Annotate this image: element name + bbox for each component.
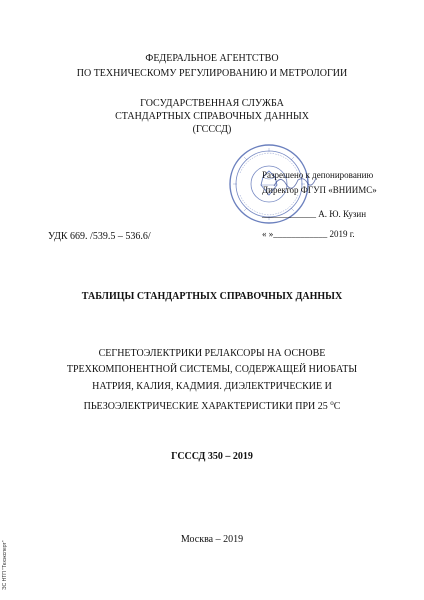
service-line-1: ГОСУДАРСТВЕННАЯ СЛУЖБА [140,98,284,109]
subject-line-4-text: ПЬЕЗОЭЛЕКТРИЧЕСКИЕ ХАРАКТЕРИСТИКИ ПРИ 25 [83,401,331,412]
side-watermark [2,520,12,590]
service-line-2: СТАНДАРТНЫХ СПРАВОЧНЫХ ДАННЫХ [115,111,309,122]
approval-line-4: « »____________ 2019 г. [262,229,355,239]
gsssd-code: ГСССД 350 – 2019 [171,451,253,462]
side-watermark-text: ЭС НТП "Техэксперт" [2,540,8,590]
subject-line-3: НАТРИЯ, КАЛИЯ, КАДМИЯ. ДИЭЛЕКТРИЧЕСКИЕ И [92,381,332,392]
approval-line-3: ____________ А. Ю. Кузин [262,209,367,219]
udk-code: УДК 669. /539.5 – 536.6/ [48,231,151,242]
subject-line-2: ТРЕХКОМПОНЕНТНОЙ СИСТЕМЫ, СОДЕРЖАЩЕЙ НИОБАТЫ [66,364,358,375]
degree-symbol: о [330,399,334,407]
subject-line-1: СЕГНЕТОЭЛЕКТРИКИ РЕЛАКСОРЫ НА ОСНОВЕ [98,348,326,359]
temperature-unit: С [333,401,341,412]
agency-line-2: ПО ТЕХНИЧЕСКОМУ РЕГУЛИРОВАНИЮ И МЕТРОЛОГИИ [76,68,348,79]
agency-line-1: ФЕДЕРАЛЬНОЕ АГЕНТСТВО [145,53,279,64]
main-title: ТАБЛИЦЫ СТАНДАРТНЫХ СПРАВОЧНЫХ ДАННЫХ [81,291,343,302]
service-line-3: (ГСССД) [192,124,232,135]
approval-line-1: Разрешено к депонированию [262,170,374,180]
city-year: Москва – 2019 [180,534,244,545]
subject-line-4 [0,397,424,413]
approval-line-2: Директор ФГУП «ВНИИМС» [262,185,377,195]
